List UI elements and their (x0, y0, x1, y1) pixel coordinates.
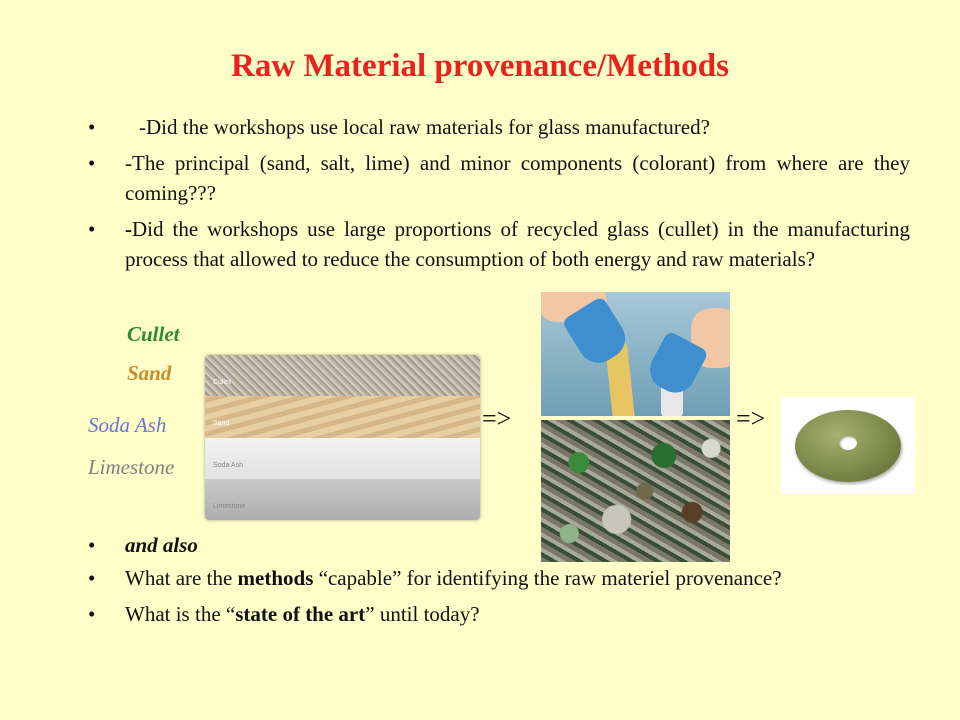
bullet-text: Did the workshops use large proportions of recycled glass (cullet) in the manufacturing process that allowed to reduce the consumption of both energy and raw materials? (125, 217, 910, 271)
layer-label: Soda Ash (213, 461, 243, 469)
text: “capable” for identifying the raw materiel provenance? (313, 566, 782, 590)
and-also-text: and also (125, 533, 198, 557)
bullet-list (88, 112, 910, 280)
bullet-item (88, 563, 910, 593)
arrow-1: => (482, 404, 512, 433)
layer-label: Cullet (213, 379, 231, 386)
glass-disc (795, 410, 901, 482)
layer-soda-ash (205, 438, 480, 479)
label-soda-ash: Soda Ash (88, 413, 167, 437)
label-cullet: Cullet (127, 322, 180, 346)
layer-cullet (205, 355, 480, 396)
state-of-art-bold: state of the art (235, 602, 366, 626)
text: What is the “ (125, 602, 236, 626)
disc-hole (839, 436, 857, 450)
bullet-dash: - (125, 217, 132, 241)
bullet-item (88, 148, 910, 208)
bullet-item (88, 214, 910, 274)
text: What are the (125, 566, 238, 590)
slide-title: Raw Material provenance/Methods (231, 48, 729, 84)
bullet-text: -Did the workshops use local raw materials for glass manufactured? (139, 115, 710, 139)
layer-sand (205, 396, 480, 437)
methods-bold: methods (237, 566, 314, 590)
bullet-text: -The principal (sand, salt, lime) and minor components (colorant) from where are they coming??? (125, 151, 910, 205)
text: ” until today? (365, 602, 480, 626)
bullet-item (88, 530, 947, 560)
bullet-list-lower (88, 563, 910, 635)
layer-label: Sand (213, 420, 230, 428)
pouring-materials-image (541, 292, 730, 416)
layer-limestone (205, 479, 480, 520)
arrow-2: => (736, 404, 766, 433)
label-sand: Sand (127, 361, 172, 385)
raw-materials-layers-image (205, 355, 480, 520)
layer-label: Limestone (213, 502, 246, 510)
label-limestone: Limestone (88, 455, 175, 479)
glass-artifact-image (781, 397, 915, 494)
bullet-item (88, 112, 910, 142)
bullet-item (88, 599, 910, 629)
